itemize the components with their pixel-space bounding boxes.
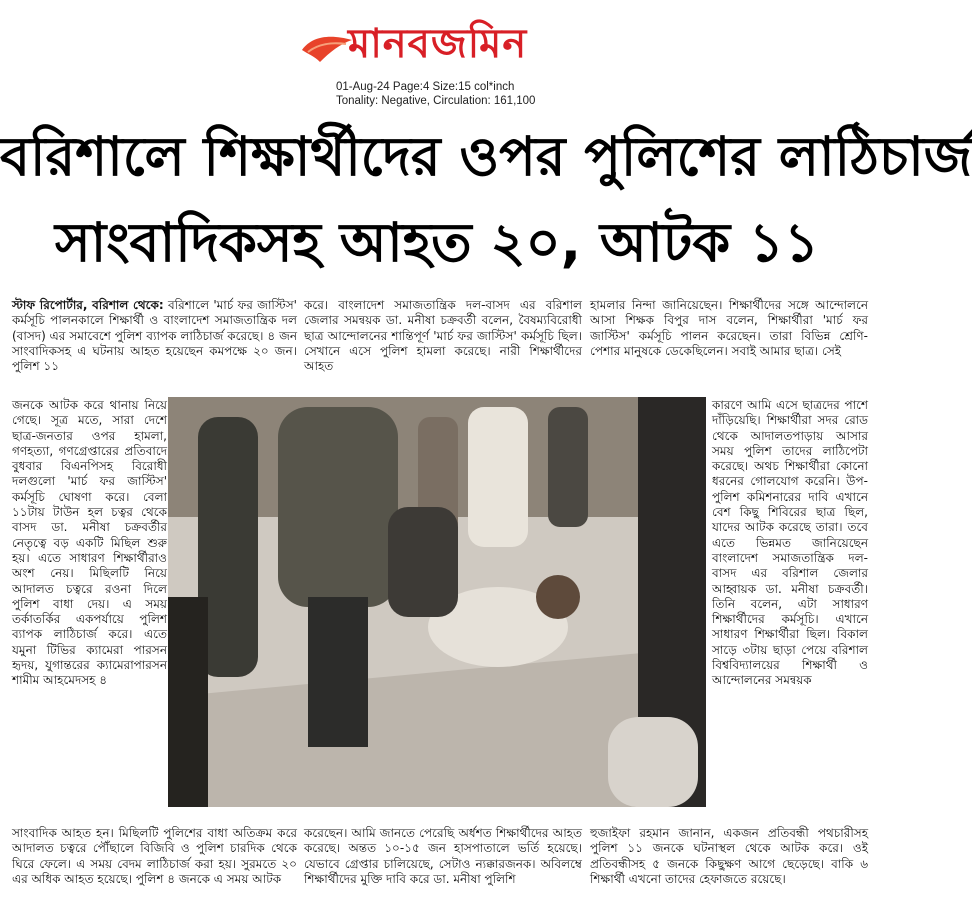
news-photo-image xyxy=(168,397,706,807)
article-col-bottom-2: করেছেন। আমি জানতে পেরেছি অর্ধশত শিক্ষার্থীদের আহত করেছে। অন্তত ১০-১৫ জন হাসপাতালে ভর্তি হয়েছে। যেভাবে গ্রেপ্তার চালিয়েছে, সেটাও ন্যক্কারজনক। অবিলম্বে শিক্ষার্থীদের মুক্তি দাবি করে ডা. মনীষা পুলিশি xyxy=(304,826,582,886)
article-col-c-side: কারণে আমি এসে ছাত্রদের পাশে দাঁড়িয়েছি। শিক্ষার্থীরা সদর রোড থেকে আদালতপাড়ায় আসার সময় পুলিশ তাদের লাঠিপেটা করেছে। অথচ শিক্ষার্থীরা কোনো ধরনের গোলযোগ করেনি। উপ-পুলিশ কমিশনারের দাবি এখানে বেশ কিছু শিবিরের ছাত্র ছিল, যাদের আটক করেছে তারা। তবে এতে ভিন্নমত জানিয়েছেন বাংলাদেশ সমাজতান্ত্রিক দল-বাসদ এর বরিশাল জেলার আহ্বায়ক ডা. মনীষা চক্রবর্তী। তিনি বলেন, এটা সাধারণ শিক্ষার্থীদের কর্মসূচি। এখানে সাধারণ শিক্ষার্থীরা ছিল। বিকাল সাড়ে ৩টায় ছাড়া পেয়ে বরিশাল বিশ্ববিদ্যালয়ের শিক্ষার্থী ও আন্দোলনের সমন্বয়ক xyxy=(712,398,868,688)
masthead xyxy=(300,8,580,78)
meta-line-2: Tonality: Negative, Circulation: 161,100 xyxy=(336,95,536,107)
masthead-logo: মানবজমিন xyxy=(348,20,528,67)
article-col-c-top: হামলার নিন্দা জানিয়েছেন। শিক্ষার্থীদের সঙ্গে আন্দোলনে আসা শিক্ষক বিপুর দাস বলেন, শিক্ষার্থীরা 'মার্চ ফর জাস্টিস' কর্মসূচি পালন করেছেন। তারা বিভিন্ন শ্রেণি- পেশার মানুষকে ডেকেছিলেন। সবাই আমার ছাত্র। সেই xyxy=(590,298,868,358)
clipping-meta xyxy=(336,80,535,108)
news-photo xyxy=(168,397,706,807)
byline: স্টাফ রিপোর্টার, বরিশাল থেকে: xyxy=(12,298,164,312)
headline-line-1: বরিশালে শিক্ষার্থীদের ওপর পুলিশের লাঠিচার্জ xyxy=(0,125,972,188)
article-text-a-top: বরিশালে 'মার্চ ফর জাস্টিস' কর্মসূচি পালনকালে শিক্ষার্থী ও বাংলাদেশ সমাজতান্ত্রিক দল (বাসদ) এর সমাবেশে পুলিশ ব্যাপক লাঠিচার্জ করেছে। ৪ জন সাংবাদিকসহ এ ঘটনায় আহত হয়েছেন কমপক্ষে ২০ জন। পুলিশ ১১ xyxy=(12,298,297,374)
article-col-bottom-1: সাংবাদিক আহত হন। মিছিলটি পুলিশের বাধা অতিক্রম করে আদালত চত্বরে পৌঁছালে বিজিবি ও পুলিশ চারদিক থেকে ঘিরে ফেলে। এ সময় বেদম লাঠিচার্জ করা হয়। সুরমতে ২০ এর অধিক আহত হয়েছে। পুলিশ ৪ জনকে এ সময় আটক xyxy=(12,826,297,886)
meta-line-1: 01-Aug-24 Page:4 Size:15 col*inch xyxy=(336,81,515,93)
article-col-a-side: জনকে আটক করে থানায় নিয়ে গেছে। সূত্র মতে, সারা দেশে ছাত্র-জনতার ওপর হামলা, গণহত্যা, গণগ্রেপ্তারের প্রতিবাদে বুধবার বিএনপিসহ বিরোধী দলগুলো 'মার্চ ফর জাস্টিস' কর্মসূচি ঘোষণা করে। বেলা ১১টায় টাউন হল চত্বর থেকে বাসদ ডা. মনীষা চক্রবর্তীর নেতৃত্বে বড় একটি মিছিল শুরু হয়। এতে সাধারণ শিক্ষার্থীরাও অংশ নেয়। মিছিলটি নিয়ে আদালত চত্বরে রওনা দিলে পুলিশ বাধা দেয়। এ সময় তর্কাতর্কির একপর্যায়ে পুলিশ ব্যাপক লাঠিচার্জ করে। এতে যমুনা টিভির ক্যামেরা পারসন হৃদয়, যুগান্তরের ক্যামেরাপারসন শামীম আহমেদসহ ৪ xyxy=(12,398,167,688)
article-col-bottom-3: হুজাইফা রহমান জানান, একজন প্রতিবন্ধী পথচারীসহ পুলিশ ১১ জনকে ঘটনাস্থল থেকে আটক করে। ওই প্রতিবন্ধীসহ ৫ জনকে কিছুক্ষণ আগে ছেড়েছে। বাকি ৬ শিক্ষার্থী এখনো তাদের হেফাজতে রয়েছে। xyxy=(590,826,868,886)
headline-line-2: সাংবাদিকসহ আহত ২০, আটক ১১ xyxy=(54,211,819,274)
article-col-a-top xyxy=(12,298,297,396)
article-col-b-top: করে। বাংলাদেশ সমাজতান্ত্রিক দল-বাসদ এর বরিশাল জেলার সমন্বয়ক ডা. মনীষা চক্রবর্তী বলেন, বৈষম্যবিরোধী ছাত্র আন্দোলনের শান্তিপূর্ণ 'মার্চ ফর জাস্টিস' কর্মসূচি ছিল। সেখানে এসে পুলিশ হামলা করেছে। নারী শিক্ষার্থীদের আহত xyxy=(304,298,582,374)
